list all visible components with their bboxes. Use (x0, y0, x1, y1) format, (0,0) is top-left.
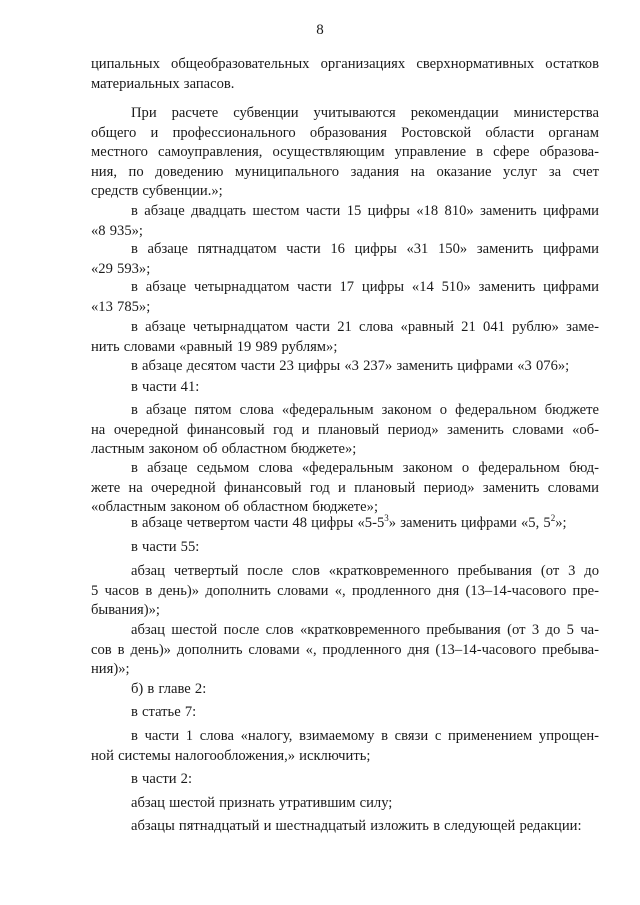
paragraph-1 (91, 55, 599, 94)
paragraph-5 (91, 278, 599, 317)
text-line: «областным законом об областном бюджете»; (91, 499, 379, 515)
text-line: в абзаце десятом части 23 цифры «3 237» заменить цифрами «3 076»; (131, 358, 570, 374)
text-line: общего и профессионального образования Ростовской области органам (91, 124, 599, 141)
text-fragment: в абзаце четвертом части 48 цифры «5-5 (131, 515, 385, 531)
text-line: абзац шестой признать утратившим силу; (131, 795, 393, 811)
text-line: в части 41: (131, 379, 200, 395)
paragraph-20 (91, 817, 599, 837)
text-line: ной системы налогообложения,» исключить; (91, 747, 371, 764)
text-line: абзацы пятнадцатый и шестнадцатый изложить в следующей редакции: (131, 818, 582, 834)
text-line: сов в день)» дополнить словами «, продленного дня (13–14-часового пребыва- (91, 641, 599, 658)
text-line: бывания)»; (91, 602, 160, 618)
text-line: б) в главе 2: (131, 681, 207, 697)
paragraph-9 (91, 401, 599, 460)
paragraph-18 (91, 770, 599, 790)
paragraph-4 (91, 240, 599, 279)
paragraph-6 (91, 318, 599, 357)
text-line: местного самоуправления, осуществляющим управление в сфере образова- (91, 144, 599, 160)
text-line: в части 2: (131, 771, 193, 787)
text-line: При расчете субвенции учитываются рекомендации министерства (131, 105, 599, 121)
text-line: ципальных общеобразовательных организациях сверхнормативных остатков (91, 56, 599, 72)
paragraph-12 (91, 538, 599, 558)
paragraph-14 (91, 621, 599, 680)
paragraph-11 (91, 514, 599, 534)
text-line: на очередной финансовый год и плановый период» заменить словами «об- (91, 421, 599, 438)
text-line: ластным законом об областном бюджете»; (91, 441, 357, 457)
text-line: в части 1 слова «налогу, взимаемому в связи с применением упрощен- (131, 728, 599, 744)
text-line: нить словами «равный 19 989 рублям»; (91, 338, 338, 355)
paragraph-17 (91, 727, 599, 766)
paragraph-8 (91, 378, 599, 398)
paragraph-7 (91, 357, 599, 377)
paragraph-2 (91, 104, 599, 202)
text-line: в абзаце седьмом слова «федеральным законом о федеральном бюд- (131, 460, 599, 476)
text-line: ния, по доведению муниципального задания на оказание услуг за счет (91, 163, 599, 180)
paragraph-10 (91, 459, 599, 518)
text-line: в абзаце четырнадцатом части 21 слова «равный 21 041 рублю» заме- (131, 319, 599, 335)
text-line: материальных запасов. (91, 75, 235, 92)
text-line: абзац четвертый после слов «кратковременного пребывания (от 3 до (131, 563, 599, 579)
text-line: жете на очередной финансовый год и плановый период» заменить словами (91, 479, 599, 496)
text-line: в абзаце пятнадцатом части 16 цифры «31 150» заменить цифрами (131, 241, 599, 257)
paragraph-15 (91, 680, 599, 700)
text-line: в статье 7: (131, 704, 197, 720)
text-line: «8 935»; (91, 222, 143, 239)
paragraph-16 (91, 703, 599, 723)
text-line: «13 785»; (91, 298, 151, 315)
text-line: «29 593»; (91, 260, 151, 277)
text-line: средств субвенции.»; (91, 183, 223, 199)
paragraph-19 (91, 794, 599, 814)
text-fragment: »; (555, 515, 567, 531)
paragraph-3 (91, 202, 599, 241)
text-line: в абзаце двадцать шестом части 15 цифры «18 810» заменить цифрами (131, 203, 599, 219)
text-line (91, 514, 599, 534)
text-line: в абзаце пятом слова «федеральным законом о федеральном бюджете (131, 402, 599, 418)
text-line: в части 55: (131, 539, 200, 555)
text-line: 5 часов в день)» дополнить словами «, продленного дня (13–14-часового пре- (91, 582, 599, 599)
text-line: ния)»; (91, 661, 130, 677)
page-number: 8 (316, 22, 324, 38)
text-fragment: » заменить цифрами «5, 5 (388, 515, 551, 531)
paragraph-13 (91, 562, 599, 621)
text-line: в абзаце четырнадцатом части 17 цифры «14 510» заменить цифрами (131, 279, 599, 295)
text-line: абзац шестой после слов «кратковременного пребывания (от 3 до 5 ча- (131, 622, 599, 638)
superscript: 3 (384, 513, 389, 523)
superscript: 2 (550, 513, 556, 523)
